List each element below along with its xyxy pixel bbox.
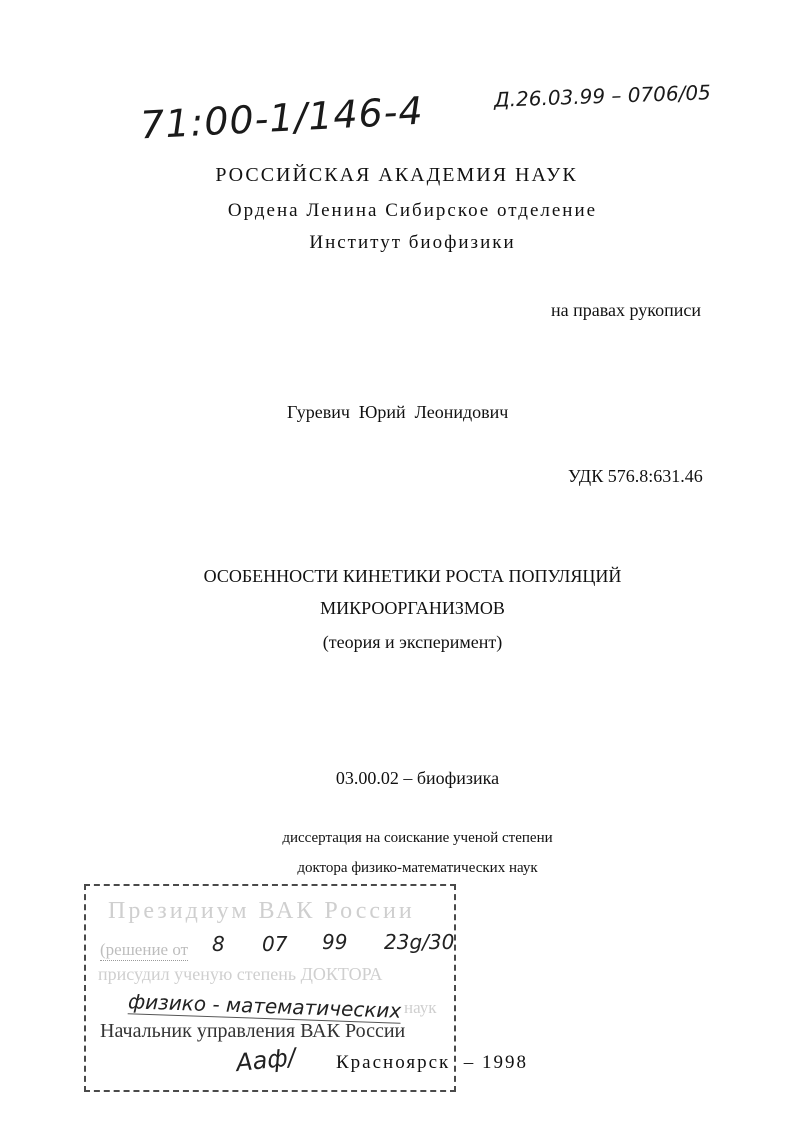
udk-code: УДК 576.8:631.46 bbox=[568, 466, 703, 486]
city-year: Красноярск – 1998 bbox=[336, 1052, 528, 1073]
stamp-header: Президиум ВАК России bbox=[108, 898, 415, 924]
title-line-1: ОСОБЕННОСТИ КИНЕТИКИ РОСТА ПОПУЛЯЦИЙ bbox=[203, 566, 622, 586]
stamp-decision-prefix: (решение от bbox=[100, 940, 189, 959]
handwritten-register-number: 71:00-1/146-4 bbox=[139, 88, 425, 148]
stamp-field-handwritten: физико - математических bbox=[127, 989, 402, 1023]
dissertation-line-2: доктора физико-математических наук bbox=[297, 860, 538, 876]
stamp-number: 23g/30 bbox=[384, 930, 455, 954]
handwritten-date-code: Д.26.03.99 – 0706/05 bbox=[493, 80, 712, 112]
stamp-day: 8 bbox=[212, 932, 225, 956]
dissertation-line-1: диссертация на соискание ученой степени bbox=[282, 830, 553, 846]
stamp-signature: Ааф/ bbox=[234, 1042, 298, 1078]
title-subtitle: (теория и эксперимент) bbox=[322, 632, 503, 652]
stamp-head: Начальник управления ВАК России bbox=[100, 1020, 406, 1042]
stamp-month: 07 bbox=[262, 932, 288, 956]
specialty: 03.00.02 – биофизика bbox=[335, 768, 500, 788]
institute-name: Институт биофизики bbox=[309, 232, 516, 253]
title-line-2: МИКРООРГАНИЗМОВ bbox=[320, 598, 505, 618]
stamp-year: 99 bbox=[322, 930, 348, 954]
author-name: Гуревич Юрий Леонидович bbox=[287, 402, 509, 422]
branch-name: Ордена Ленина Сибирское отделение bbox=[227, 200, 598, 221]
rights-note: на правах рукописи bbox=[551, 300, 701, 320]
academy-name: РОССИЙСКАЯ АКАДЕМИЯ НАУК bbox=[215, 164, 578, 186]
stamp-field-suffix: наук bbox=[404, 998, 437, 1017]
stamp-awarded: присудил ученую степень ДОКТОРА bbox=[98, 964, 383, 984]
